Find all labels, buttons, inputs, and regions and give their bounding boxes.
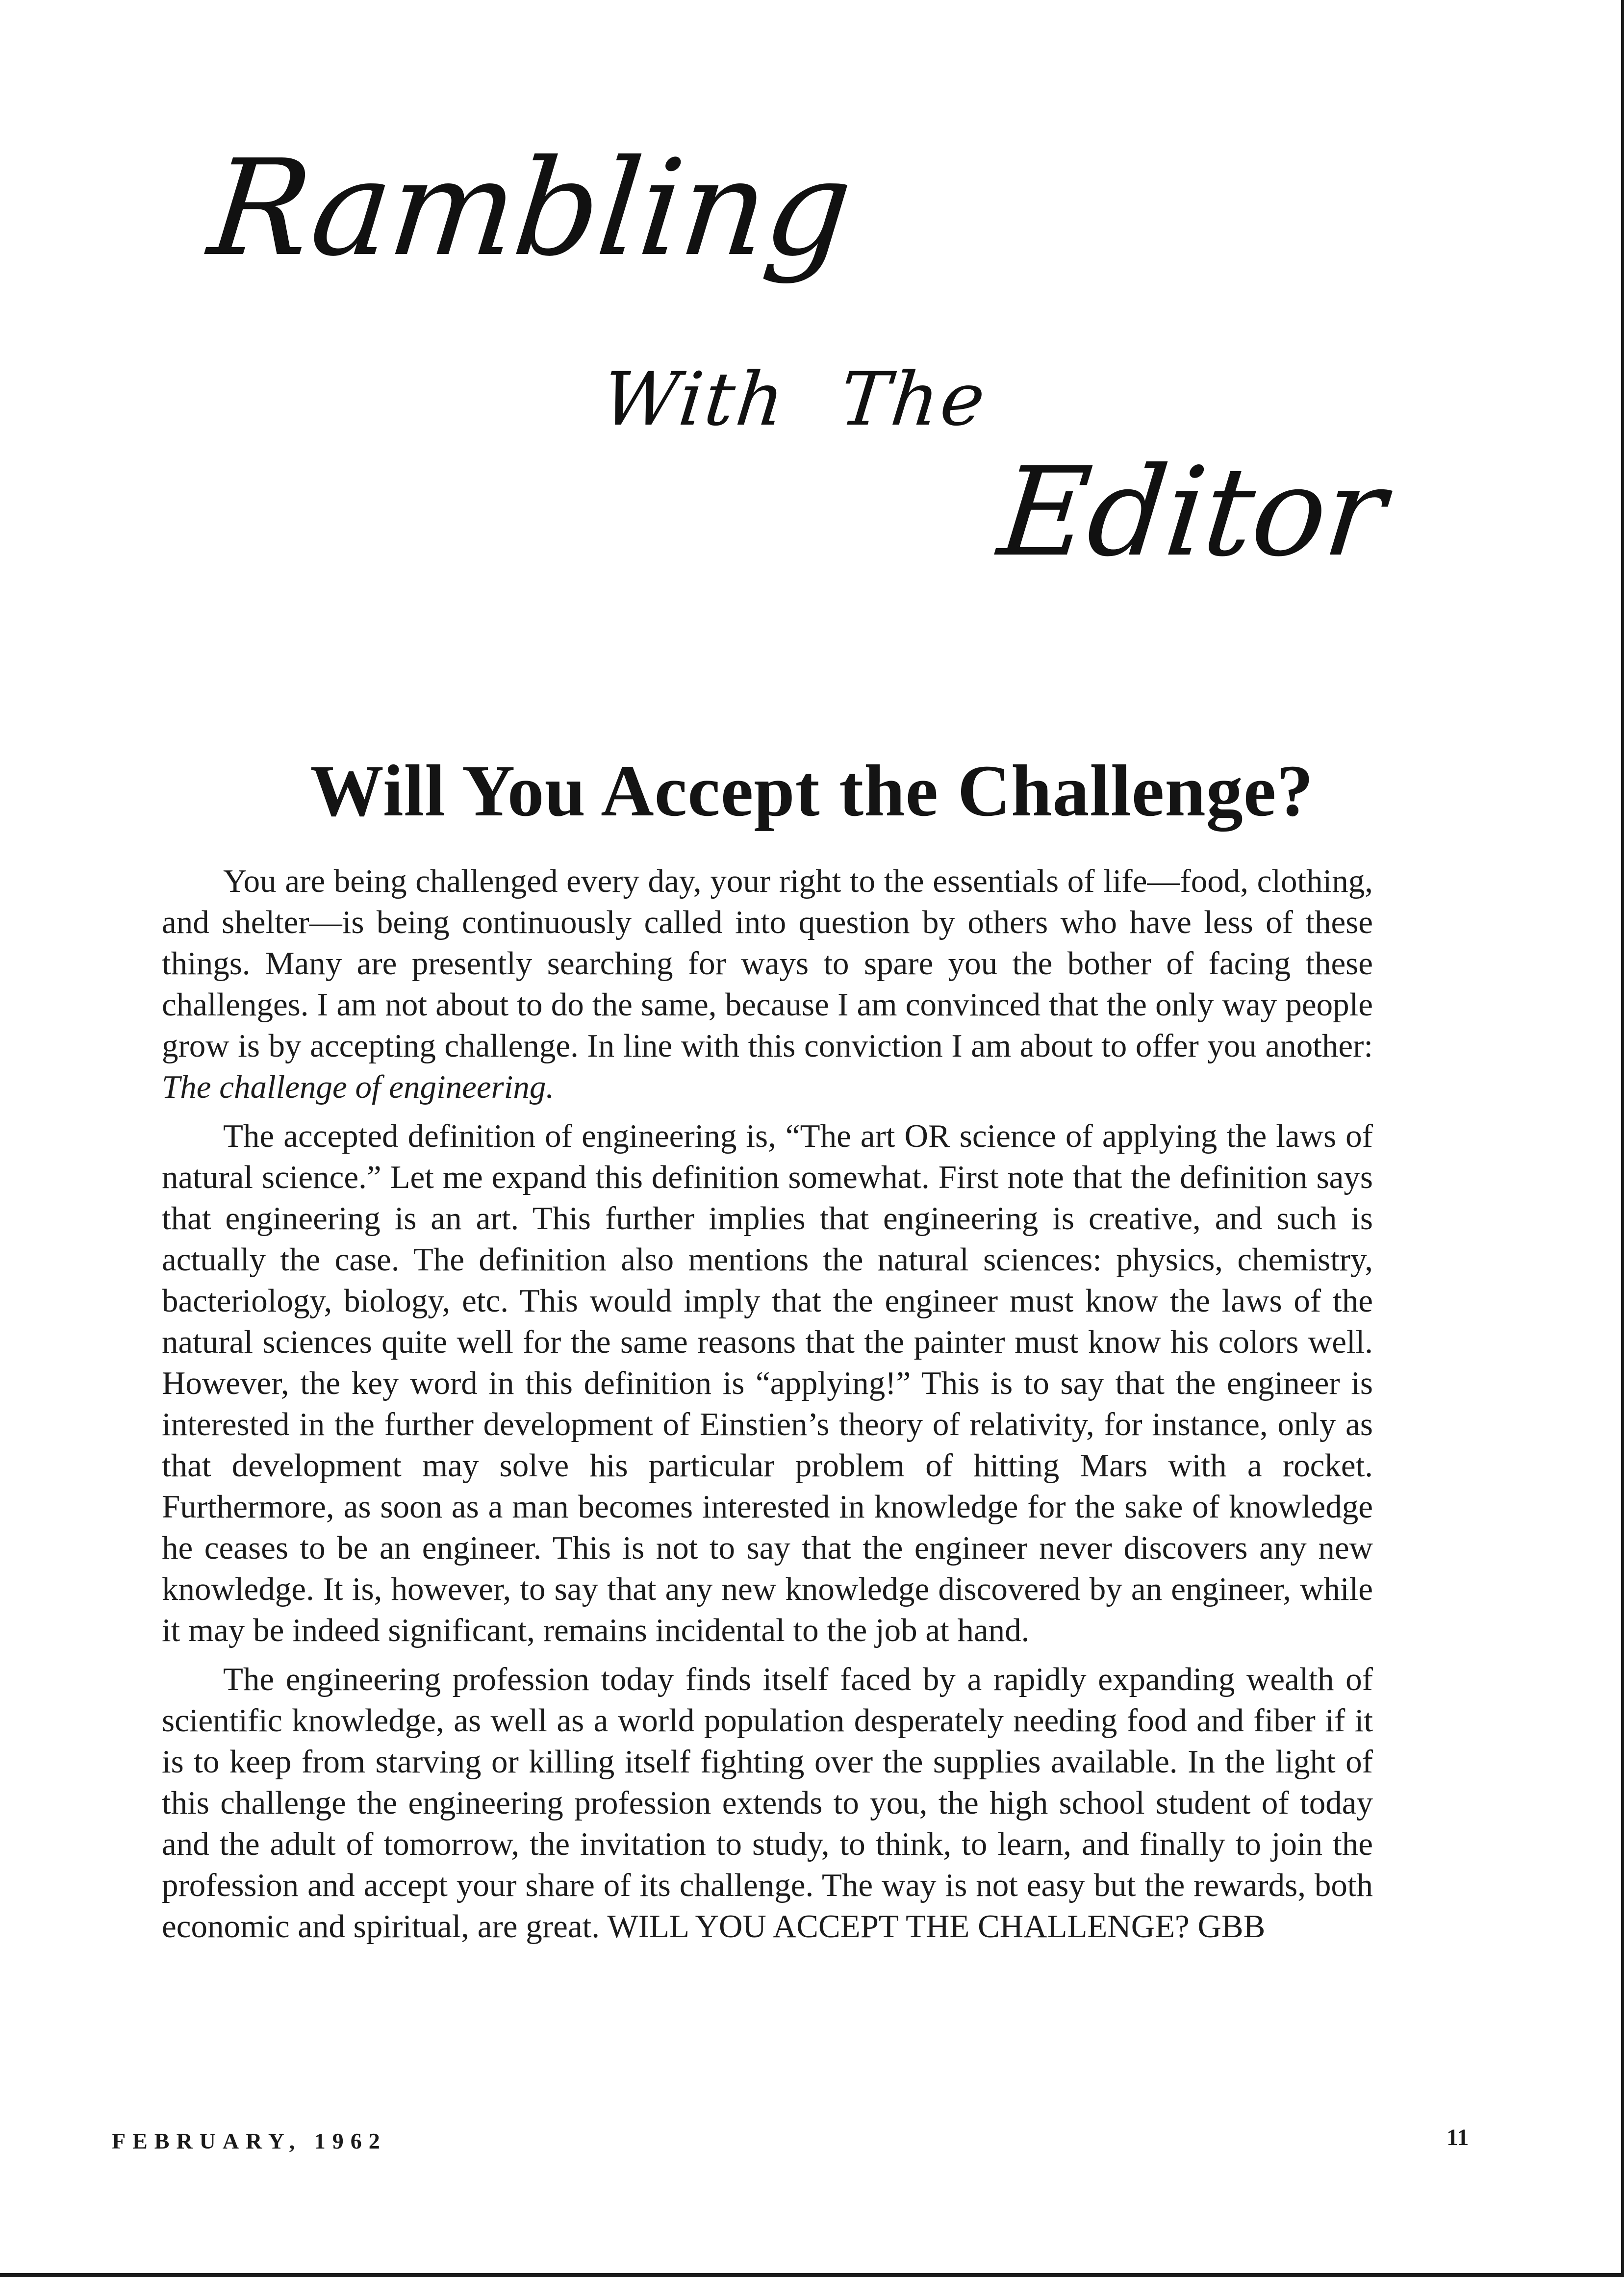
- footer-page-number: 11: [1446, 2125, 1469, 2150]
- column-title-editor: Editor: [992, 441, 1391, 583]
- column-title-rambling: Rambling: [203, 131, 858, 285]
- footer-issue-date: FEBRUARY, 1962: [112, 2128, 387, 2153]
- column-title-with-the: With The: [598, 357, 991, 442]
- paragraph-3: The engineering profession today finds itself faced by a rapidly expanding wealth of scientific knowledge, as well as a world population desperately needing food and fiber if it is to keep from starving or killing itself fighting over the supplies available. In the light of this challenge the engineering profession extends to you, the high school student of today and the adult of tomorrow, the invitation to study, to think, to learn, and finally to join the profession and accept your share of its challenge. The way is not easy but the rewards, both economic and spiritual, are great. WILL YOU ACCEPT THE CHALLENGE? GBB: [162, 1661, 1373, 1945]
- paragraph-1-emphasis: The challenge of engineering.: [162, 1069, 555, 1105]
- page-edge-bottom: [0, 2273, 1624, 2277]
- article-headline: Will You Accept the Challenge?: [310, 750, 1314, 832]
- paragraph-2: The accepted definition of engineering is, “The art OR science of applying the laws of natural science.” Let me expand this definition somewhat. First note that the definition says that engineering is an art. This further implies that engineering is creative, and such is actually the case. The definition also mentions the natural sciences: physics, chemistry, bacteriology, biology, etc. This would imply that the engineer must know the laws of the natural sciences quite well for the same reasons that the painter must know his colors well. However, the key word in this definition is “applying!” This is to say that the engineer is interested in the further development of Einstien’s theory of relativity, for instance, only as that development may solve his particular problem of hitting Mars with a rocket. Furthermore, as soon as a man becomes interested in knowledge for the sake of knowledge he ceases to be an engineer. This is not to say that the engineer never discovers any new knowledge. It is, however, to say that any new knowledge discovered by an engineer, while it may be indeed significant, remains incidental to the job at hand.: [162, 1118, 1373, 1648]
- paragraph-1: [162, 860, 1373, 1108]
- article-body: [162, 860, 1373, 1955]
- paragraph-1-text: You are being challenged every day, your right to the essentials of life—food, clothing, and shelter—is being continuously called into question by others who have less of these things. Many are presently searching for ways to spare you the bother of facing these challenges. I am not about to do the same, because I am convinced that the only way people grow is by accepting challenge. In line with this conviction I am about to offer you another:: [162, 863, 1373, 1064]
- page-edge-right: [1621, 0, 1624, 2277]
